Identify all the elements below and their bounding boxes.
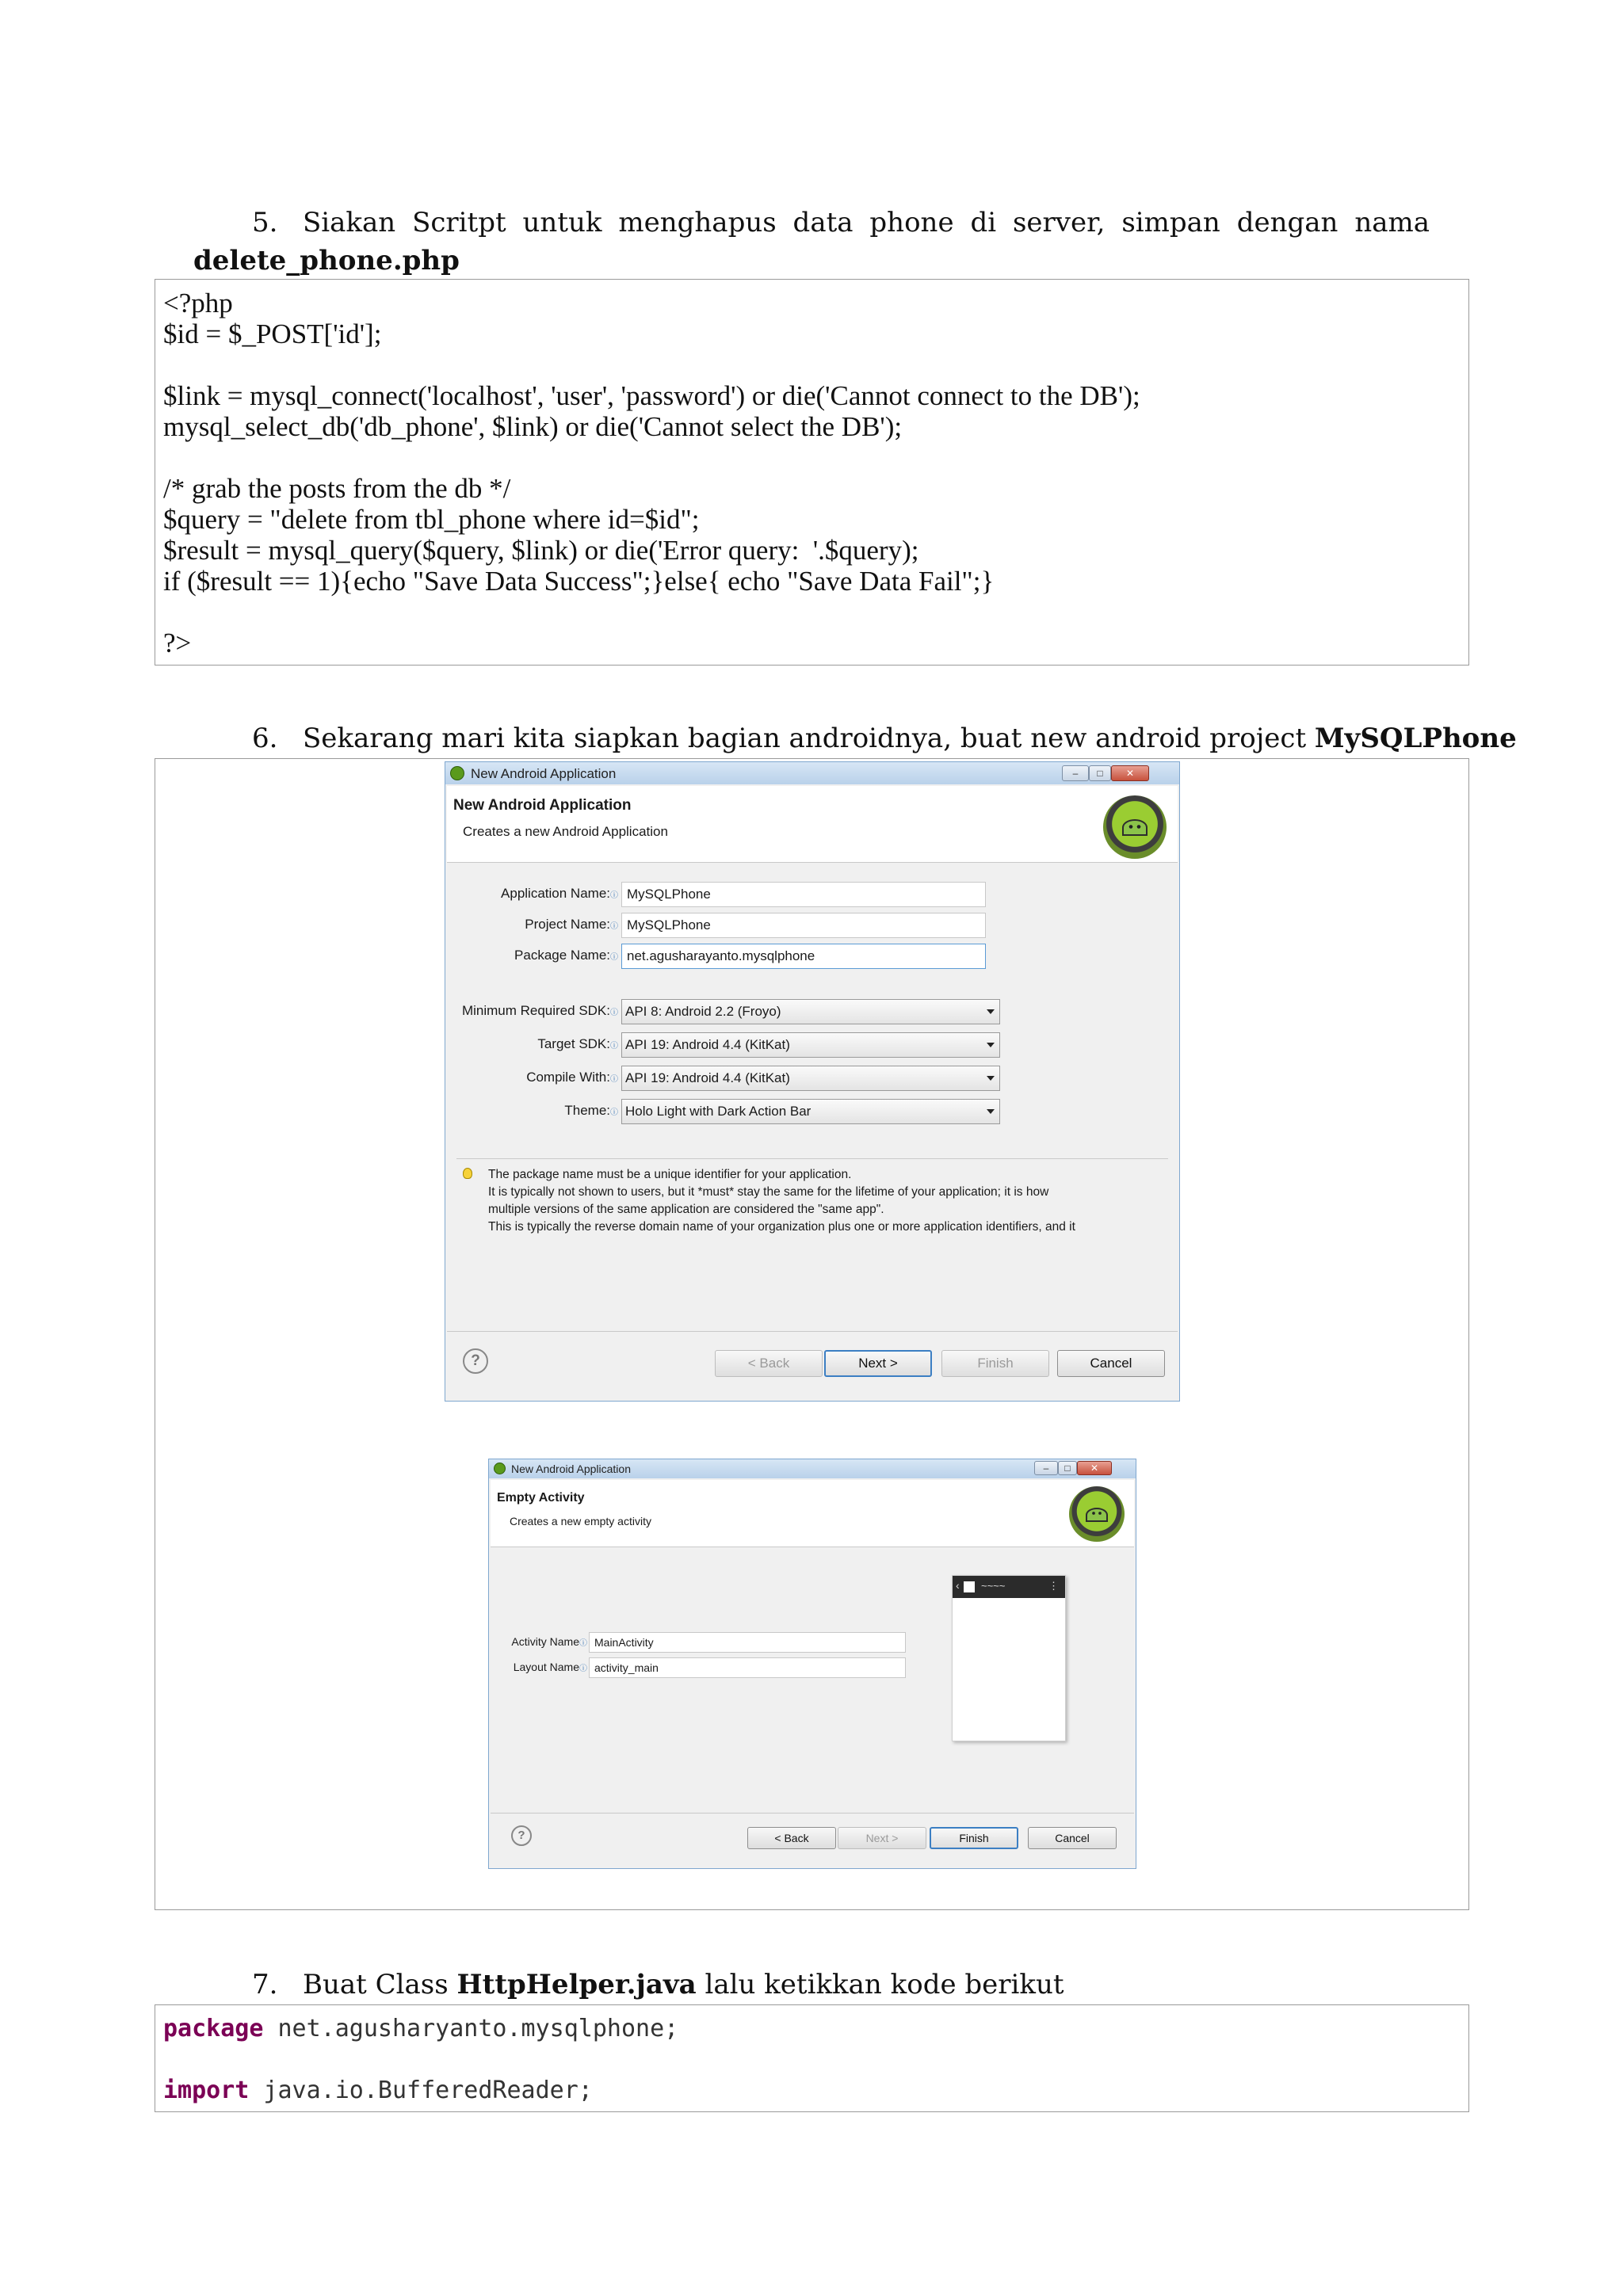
info-icon: ⓘ — [610, 1108, 618, 1117]
activity-name-field[interactable]: MainActivity — [589, 1632, 906, 1653]
step-7-number: 7. — [252, 1969, 278, 2000]
info-icon: ⓘ — [610, 1042, 618, 1051]
title-squiggle-icon: ~~~~ — [981, 1580, 1006, 1592]
theme-label: Theme:ⓘ — [564, 1103, 618, 1118]
min-sdk-combo[interactable]: API 8: Android 2.2 (Froyo) — [621, 999, 1000, 1024]
help-icon[interactable]: ? — [511, 1825, 532, 1846]
php-code: <?php $id = $_POST['id']; $link = mysql_connect('localhost', 'user', 'password') or die('Cannot connect to the DB'); mysql_select_db('db_phone', $link) or die('Cannot select the DB'); /* grab the posts from the db */ $query = "delete from tbl_phone where id=$id"; $result = mysql_query($query, $link) or die('Error query: '.$query); if ($result == 1){echo "Save Data Success";}else{ echo "Save Data Fail";} ?> — [163, 288, 1140, 658]
dialog-titlebar — [489, 1459, 1136, 1478]
finish-button[interactable]: Finish — [930, 1827, 1018, 1849]
new-android-application-dialog — [445, 761, 1180, 1402]
wizard-subtitle: Creates a new Android Application — [463, 824, 668, 839]
window-title: New Android Application — [471, 766, 617, 781]
layout-name-field[interactable]: activity_main — [589, 1657, 906, 1678]
wizard-banner — [447, 786, 1178, 863]
step-7-text-after: lalu ketikkan kode berikut — [705, 1969, 1064, 2000]
info-icon: ⓘ — [579, 1665, 587, 1673]
android-logo-icon — [1103, 795, 1167, 859]
info-icon: ⓘ — [610, 891, 618, 900]
info-icon: ⓘ — [610, 953, 618, 962]
finish-button[interactable]: Finish — [941, 1350, 1049, 1377]
info-icon: ⓘ — [610, 1009, 618, 1017]
step-6-text: Sekarang mari kita siapkan bagian androidnya, buat new android project — [303, 723, 1307, 754]
layout-name-label: Layout Nameⓘ — [513, 1661, 587, 1673]
wizard-title: New Android Application — [453, 797, 632, 814]
step-5-instruction: Siakan Scritpt untuk menghapus data phone di server, simpan dengan nama — [303, 207, 1430, 238]
project-name-label: Project Name:ⓘ — [525, 917, 618, 932]
php-code-box — [155, 279, 1469, 666]
java-code — [163, 2013, 678, 2106]
project-name-field[interactable]: MySQLPhone — [621, 913, 986, 938]
screenshots-box — [155, 758, 1469, 1910]
package-name-label: Package Name:ⓘ — [514, 948, 618, 963]
cancel-button[interactable]: Cancel — [1028, 1827, 1117, 1849]
step-5-filename: delete_phone.php — [193, 245, 460, 277]
step-7-instruction — [303, 1968, 1064, 2001]
minimize-icon[interactable]: – — [1062, 765, 1089, 781]
step-6-number: 6. — [252, 723, 278, 754]
info-icon: ⓘ — [579, 1639, 587, 1648]
compile-with-label: Compile With:ⓘ — [526, 1070, 618, 1085]
code-line: import java.io.BufferedReader; — [163, 2077, 593, 2104]
eclipse-adt-icon — [450, 766, 464, 780]
minimize-icon[interactable]: – — [1034, 1461, 1058, 1475]
action-bar — [953, 1576, 1065, 1598]
theme-combo[interactable]: Holo Light with Dark Action Bar — [621, 1099, 1000, 1124]
overflow-menu-icon: ⋮ — [1048, 1580, 1059, 1592]
compile-with-combo[interactable]: API 19: Android 4.4 (KitKat) — [621, 1066, 1000, 1091]
code-line: package net.agusharyanto.mysqlphone; — [163, 2015, 679, 2042]
next-button[interactable]: Next > — [838, 1827, 926, 1849]
eclipse-adt-icon — [494, 1463, 506, 1474]
wizard-subtitle: Creates a new empty activity — [510, 1515, 651, 1527]
info-icon: ⓘ — [610, 922, 618, 931]
step-5-number: 5. — [252, 207, 278, 238]
back-button[interactable]: < Back — [715, 1350, 823, 1377]
window-title: New Android Application — [511, 1463, 631, 1475]
app-icon — [964, 1581, 975, 1592]
cancel-button[interactable]: Cancel — [1057, 1350, 1165, 1377]
maximize-icon[interactable]: □ — [1089, 765, 1111, 781]
close-icon[interactable]: ✕ — [1077, 1461, 1112, 1475]
application-name-label: Application Name:ⓘ — [501, 886, 618, 901]
lightbulb-icon — [463, 1168, 472, 1179]
java-code-box — [155, 2004, 1469, 2112]
info-icon: ⓘ — [610, 1075, 618, 1084]
hint-separator — [456, 1158, 1168, 1159]
footer-separator — [447, 1331, 1178, 1332]
step-6-project-name: MySQLPhone — [1314, 723, 1517, 754]
target-sdk-label: Target SDK:ⓘ — [537, 1036, 618, 1051]
application-name-field[interactable]: MySQLPhone — [621, 882, 986, 907]
step-6-instruction — [303, 722, 1517, 755]
wizard-banner — [491, 1480, 1134, 1547]
android-logo-icon — [1069, 1486, 1125, 1542]
step-7-classname: HttpHelper.java — [456, 1969, 697, 2000]
wizard-title: Empty Activity — [497, 1491, 585, 1505]
step-7-text-before: Buat Class — [303, 1969, 449, 2000]
back-chevron-icon: ‹ — [956, 1579, 960, 1592]
empty-activity-dialog — [488, 1459, 1136, 1869]
activity-name-label: Activity Nameⓘ — [511, 1635, 587, 1648]
help-icon[interactable]: ? — [463, 1348, 488, 1374]
back-button[interactable]: < Back — [747, 1827, 836, 1849]
dialog-titlebar — [445, 762, 1179, 784]
activity-preview — [952, 1575, 1066, 1741]
maximize-icon[interactable]: □ — [1058, 1461, 1077, 1475]
hint-text: The package name must be a unique identifier for your application. It is typically not shown to users, but it *must* stay the same for the lifetime of your application; it is how multiple versions of the same application are considered the "same app". This is typically the reverse domain name of your organization plus one or more application identifiers, and it — [488, 1168, 1075, 1234]
close-icon[interactable]: ✕ — [1111, 765, 1149, 781]
footer-separator — [491, 1813, 1134, 1814]
target-sdk-combo[interactable]: API 19: Android 4.4 (KitKat) — [621, 1032, 1000, 1058]
code-line — [163, 2044, 678, 2075]
next-button[interactable]: Next > — [824, 1350, 932, 1377]
min-sdk-label: Minimum Required SDK:ⓘ — [461, 1003, 618, 1018]
package-name-field[interactable]: net.agusharayanto.mysqlphone — [621, 944, 986, 969]
